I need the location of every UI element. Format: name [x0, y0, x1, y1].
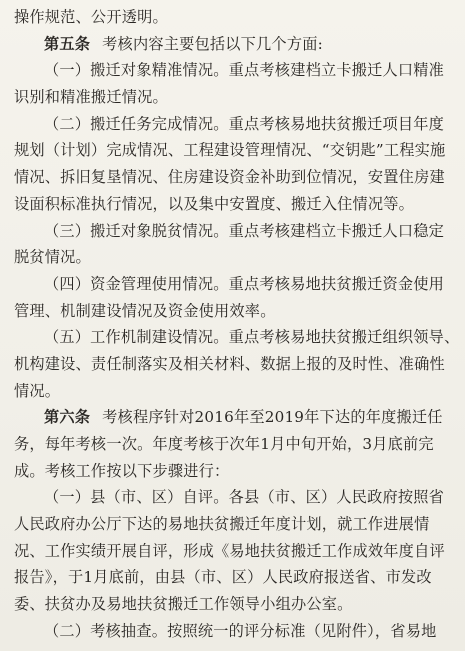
text-line-8: 设面积标准执行情况，以及集中安置度、搬迁入住情况等。	[14, 194, 415, 213]
text-line-18: 成。考核工作按以下步骤进行：	[14, 461, 230, 480]
document-body	[14, 4, 460, 645]
text-line-15: 情况。	[14, 381, 61, 400]
text-line-4: 识别和精准搬迁情况。	[14, 88, 168, 107]
article-5-heading-line	[14, 31, 452, 58]
article-5-text: 考核内容主要包括以下几个方面:	[102, 34, 323, 53]
text-line-20: 人民政府办公厅下达的易地扶贫搬迁年度计划，就工作进展情	[14, 515, 430, 534]
text-line-19: （一）县（市、区）自评。各县（市、区）人民政府按照省	[44, 488, 445, 507]
article-6-text: 考核程序针对2016年至2019年下达的年度搬迁任	[102, 408, 443, 427]
text-line-7: 情况、拆旧复垦情况、住房建设资金补助到位情况，安置住房建	[14, 168, 445, 187]
text-line-5: （二）搬迁任务完成情况。重点考核易地扶贫搬迁项目年度	[44, 114, 445, 133]
text-line-9: （三）搬迁对象脱贫情况。重点考核建档立卡搬迁人口稳定	[44, 221, 445, 240]
text-line-1: 操作规范、公开透明。	[14, 8, 168, 26]
article-6-heading-line	[14, 404, 452, 431]
text-line-24: （二）考核抽查。按照统一的评分标准（见附件），省易地	[44, 621, 437, 640]
text-line-23: 委、扶贫办及易地扶贫搬迁工作领导小组办公室。	[14, 595, 353, 614]
article-5-label: 第五条	[44, 34, 91, 53]
text-line-3: （一）搬迁对象精准情况。重点考核建档立卡搬迁人口精准	[44, 61, 445, 80]
text-line-11: （四）资金管理使用情况。重点考核易地扶贫搬迁资金使用	[44, 274, 445, 293]
text-line-6: 规划（计划）完成情况、工程建设管理情况、“交钥匙”工程实施	[14, 141, 446, 160]
text-line-13: （五）工作机制建设情况。重点考核易地扶贫搬迁组织领导、	[44, 328, 460, 347]
text-line-14: 机构建设、责任制落实及相关材料、数据上报的及时性、准确性	[14, 354, 445, 373]
text-line-22: 报告》，于1月底前，由县（市、区）人民政府报送省、市发改	[14, 568, 432, 587]
text-line-10: 脱贫情况。	[14, 248, 91, 267]
text-line-17: 务，每年考核一次。年度考核于次年1月中旬开始，3月底前完	[14, 435, 434, 453]
text-line-12: 管理、机制建设情况及资金使用效率。	[14, 301, 276, 320]
article-6-label: 第六条	[44, 408, 91, 427]
text-line-21: 况、工作实绩开展自评，形成《易地扶贫搬迁工作成效年度自评	[14, 541, 445, 560]
